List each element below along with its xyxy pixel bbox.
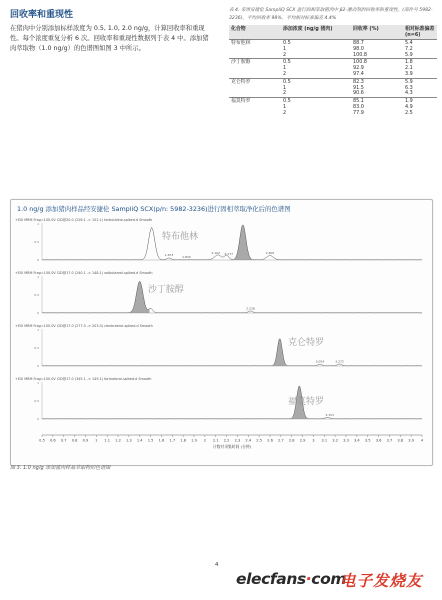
table-cell: 90.6 [353, 90, 364, 97]
peak-time-label: 1.673 [164, 253, 174, 258]
panel-header: +ESI MRM Frag=100.0V CID@17.0 (345.1 -> 149.1) formoterol-spiked.d Smooth [15, 377, 152, 381]
figure-caption: 图 3. 1.0 ng/g 添加猪肉样品萃取物的色谱图 [10, 465, 111, 471]
x-tick-label: 2.7 [277, 438, 284, 443]
x-axis-label: 计数对采集时间 (分钟) [212, 444, 252, 449]
x-tick-label: 2.2 [223, 438, 230, 443]
x-tick-label: 1.5 [147, 438, 154, 443]
x-tick-label: 1.6 [158, 438, 165, 443]
x-tick-label: 1.7 [169, 438, 176, 443]
site-logo[interactable] [236, 570, 346, 588]
table-header: 化合物 [229, 25, 281, 40]
y-tick-label: 0 [37, 258, 39, 262]
table-cell: 3.9 [405, 70, 413, 77]
table-cell: 1 [283, 84, 287, 91]
x-tick-label: 3.8 [397, 438, 404, 443]
x-tick-label: 1.3 [125, 438, 132, 443]
table-cell: 1 [283, 45, 287, 52]
table-cell: 1.8 [403, 59, 437, 66]
table-header: 添加浓度 (ng/g 猪肉) [281, 25, 351, 40]
peak-time-label: 2.238 [246, 306, 255, 311]
table-cell: 沙丁胺醇 [229, 59, 281, 66]
logo-tld: com [311, 570, 347, 588]
section-paragraph: 在猪肉中分别添加标样浓度为 0.5, 1.0, 2.0 ng/g，计算回收率和重现性。每个浓度重复分析 6 次。回收率和重现性数据列于表 4 中。添加猪肉萃取物（1.0 ng/g）的色谱图如图 3 中所示。 [10, 25, 209, 53]
table-cell: 98.0 [353, 45, 364, 52]
table-cell: 2.1 [405, 65, 413, 72]
x-tick-label: 1.1 [104, 438, 111, 443]
x-tick-label: 2.6 [267, 438, 273, 443]
y-tick-label: 0 [37, 417, 39, 421]
compound-label: 克仑特罗 [287, 338, 324, 348]
peak-time-label: 3.151 [325, 413, 335, 418]
y-tick-label: 1 [37, 381, 39, 385]
table-cell: 7.2 [405, 45, 413, 52]
x-tick-label: 0.6 [49, 438, 56, 443]
x-tick-label: 2.1 [212, 438, 219, 443]
x-tick-label: 0.7 [60, 438, 67, 443]
logo-chinese: 电子发烧友 [340, 571, 423, 590]
peak-time-label: 2.102 [211, 251, 221, 256]
peak-area [234, 225, 252, 260]
chromatogram-trace [42, 386, 422, 419]
x-tick-label: 3.9 [408, 438, 415, 443]
panel-header: +ESI MRM Frag=100.0V CID@17.0 (277.0 -> 203.0) clenbuterol-spiked.d Smooth [15, 324, 153, 328]
table-header: 相对标准偏差 (n=6) [403, 25, 437, 40]
x-tick-label: 3.2 [332, 438, 339, 443]
table-header: 回收率 (%) [351, 25, 403, 40]
table-cell: 克仑特罗 [229, 78, 281, 85]
table-caption: 表 4. 采用安捷伦 SampliQ SCX 进行固相萃取猪肉中 β2-激动剂的回收率和重现性。(部件号 5982-3236)。平均回收率 98%，平均相对标准偏差 4.4% [229, 8, 433, 21]
y-tick-label: 1 [37, 222, 39, 226]
peak-time-label: 2.177 [224, 252, 234, 257]
section-title: 回收率和重现性 [10, 10, 74, 20]
x-tick-label: 2 [203, 438, 207, 443]
table-cell: 92.9 [353, 65, 364, 72]
x-tick-label: 0.8 [71, 438, 78, 443]
x-tick-label: 1 [95, 438, 98, 443]
logo-dot: · [305, 570, 312, 588]
x-tick-label: 3.7 [386, 438, 393, 443]
x-tick-label: 1.8 [180, 438, 187, 443]
table-cell: 0.5 [281, 78, 351, 85]
peak-time-label: 1.834 [182, 255, 191, 259]
table-cell: 82.3 [351, 78, 403, 85]
x-tick-label: 2.8 [288, 438, 295, 443]
x-tick-label: 3 [312, 438, 315, 443]
page-number: 4 [215, 562, 219, 568]
table-header-row [229, 25, 437, 40]
y-tick-label: 0.5 [34, 293, 39, 297]
chromatogram-chart [10, 199, 431, 464]
table-cell: 6.3 [405, 84, 413, 91]
panel-header: +ESI MRM Frag=100.0V CID@17.0 (240.1 -> 148.1) salbutamol-spiked.d Smooth [15, 271, 153, 275]
table-cell: 83.0 [353, 103, 364, 110]
peak-time-label: 2.605 [265, 250, 275, 255]
table-cell: 88.7 [351, 40, 403, 47]
table-cell: 91.5 [353, 84, 364, 91]
table-cell [229, 111, 281, 117]
table-cell: 福莫特罗 [229, 98, 281, 105]
peak-time-label: 3.272 [335, 359, 344, 364]
table-cell: 1.9 [403, 98, 437, 105]
x-tick-label: 3.4 [353, 438, 360, 443]
panel-header: +ESI MRM Frag=100.0V CID@20.0 (226.1 -> 152.1) terbutaline-spiked.d Smooth [15, 218, 153, 222]
table-cell: 5.4 [403, 40, 437, 47]
table-cell: 5.9 [403, 78, 437, 85]
table-cell: 77.9 [353, 109, 364, 116]
y-tick-label: 0.5 [34, 240, 39, 244]
table-cell: 100.8 [353, 51, 368, 58]
table-cell: 4.9 [405, 103, 413, 110]
table-cell: 0.5 [281, 98, 351, 105]
x-tick-label: 0.5 [39, 438, 45, 443]
x-tick-label: 3.5 [364, 438, 371, 443]
y-tick-label: 1 [37, 328, 39, 332]
chromatogram-trace [42, 281, 422, 313]
y-tick-label: 0.5 [34, 346, 39, 350]
table-cell: 85.1 [351, 98, 403, 105]
x-tick-label: 2.5 [256, 438, 263, 443]
table-row [229, 111, 437, 117]
chromatogram-trace [42, 339, 422, 366]
x-tick-label: 3.6 [375, 438, 382, 443]
recovery-table [229, 25, 437, 117]
x-tick-label: 3.3 [343, 438, 349, 443]
compound-label: 沙丁胺醇 [147, 285, 184, 295]
table-cell: 5.9 [405, 51, 413, 58]
x-tick-label: 4 [420, 438, 424, 443]
table-cell: 1 [283, 65, 287, 72]
table-cell: 0.5 [281, 40, 351, 47]
table-cell: 2 [283, 109, 287, 116]
table-cell: 1 [283, 103, 287, 110]
chart-title: 1.0 ng/g 添加猪肉样品经安捷伦 SampliQ SCX(p/n: 5982-3236)进行固相萃取净化后的色谱图 [17, 205, 291, 213]
table-cell: 特布他林 [229, 40, 281, 47]
table-cell: 0.5 [281, 59, 351, 66]
x-tick-label: 2.9 [299, 438, 306, 443]
y-tick-label: 1 [37, 275, 39, 279]
x-tick-label: 0.9 [82, 438, 89, 443]
peak-time-label: 3.059 [315, 359, 325, 364]
table-cell: 2.5 [405, 109, 413, 116]
compound-label: 福莫特罗 [287, 397, 324, 407]
table-cell: 2 [283, 51, 287, 58]
table-cell: 2 [283, 90, 287, 97]
table-cell: 97.4 [353, 70, 364, 77]
x-tick-label: 1.2 [115, 438, 121, 443]
x-tick-label: 1.9 [191, 438, 197, 443]
x-tick-label: 1.4 [136, 438, 143, 443]
y-tick-label: 0 [37, 364, 39, 368]
x-tick-label: 3.1 [321, 438, 328, 443]
x-tick-label: 2.4 [245, 438, 252, 443]
compound-label: 特布他林 [162, 232, 199, 242]
logo-brand: elecfans [236, 570, 306, 588]
x-tick-label: 2.3 [234, 438, 241, 443]
y-tick-label: 0 [37, 311, 39, 315]
table-cell: 100.8 [351, 59, 403, 66]
y-tick-label: 0.5 [34, 399, 39, 403]
table-cell: 4.3 [405, 90, 413, 97]
table-cell: 2 [283, 70, 287, 77]
